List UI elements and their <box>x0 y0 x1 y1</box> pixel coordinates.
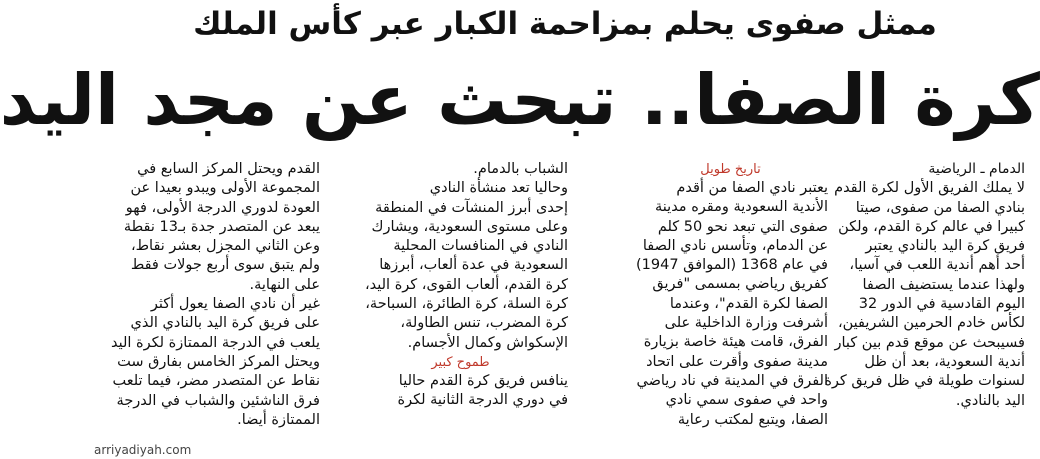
article-line: صفوى التي تبعد نحو 50 كلم <box>657 218 828 235</box>
article-line: واحد في صفوى سمي نادي <box>665 392 828 409</box>
article-line: يبعد عن المتصدر جدة بـ13 نقطة <box>123 218 320 235</box>
column-3-body-bottom <box>353 372 568 411</box>
article-line: يعتبر نادي الصفا من أقدم <box>676 180 828 196</box>
article-line: وحاليا تعد منشأة النادي <box>429 180 568 197</box>
article-line: نقاط عن المتصدر مضر، فيما تلعب <box>112 373 320 390</box>
article-line: فرق الناشئين والشباب في الدرجة <box>116 392 320 409</box>
article-line: ينافس فريق كرة القدم حاليا <box>398 372 568 389</box>
column-2-body <box>633 179 828 430</box>
article-line: الفرق في المدينة في ناد رياضي <box>636 372 828 389</box>
article-line: المجموعة الأولى ويبدو بعيدا عن <box>130 180 320 197</box>
article-line: أحد أهم أندية اللعب في آسيا، <box>849 257 1025 274</box>
article-line: النادي في المنافسات المحلية <box>393 238 568 255</box>
article-line: العودة لدوري الدرجة الأولى، فهو <box>125 199 320 216</box>
article-line: عن الدمام، وتأسس نادي الصفا <box>642 237 828 254</box>
article-line: الشباب بالدمام. <box>473 161 568 177</box>
article-line: وعن الثاني المجزل بعشر نقاط، <box>130 238 320 255</box>
article-line: على النهاية. <box>249 276 320 293</box>
article-line: يلعب في الدرجة الممتازة لكرة اليد <box>111 334 320 351</box>
article-line: القدم ويحتل المركز السابع في <box>137 161 320 177</box>
article-line: كرة السلة، كرة الطائرة، السباحة، <box>365 296 568 313</box>
article-line: اليوم القادسية في الدور 32 <box>858 296 1025 313</box>
article-line: الإسكواش وكمال الأجسام. <box>407 334 568 351</box>
article-line: في عام 1368 (الموافق 1947) <box>635 257 828 274</box>
article-headline: كرة الصفا.. تبحث عن مجد اليد <box>0 59 1040 141</box>
article-line: الصفا لكرة القدم"، وعندما <box>669 295 828 312</box>
article-line: اليد بالنادي. <box>955 392 1025 409</box>
article-line: مدينة صفوى وأقرت على اتحاد <box>646 353 828 370</box>
article-line: كفريق رياضي بمسمى "فريق <box>652 276 828 293</box>
article-column-1 <box>824 160 1025 459</box>
article-line: غير أن نادي الصفا يعول أكثر <box>150 296 320 313</box>
article-line: في دوري الدرجة الثانية لكرة <box>397 392 568 409</box>
subheading-big-ambition: طموح كبير <box>431 354 490 370</box>
article-column-2 <box>633 160 828 459</box>
source-watermark: arriyadiyah.com <box>94 443 192 457</box>
article-line: فسيبحث عن موقع قدم بين كبار <box>834 334 1025 351</box>
article-line: كرة المضرب، تنس الطاولة، <box>400 315 568 332</box>
article-line: بنادي الصفا من صفوى، صيتا <box>855 199 1025 216</box>
article-line: كبيرا في عالم كرة القدم، ولكن <box>838 218 1025 235</box>
article-column-4 <box>105 160 320 459</box>
column-3-body-top <box>353 160 568 353</box>
article-dateline: الدمام ـ الرياضية <box>928 161 1025 177</box>
article-line: لا يملك الفريق الأول لكرة القدم <box>834 180 1025 197</box>
article-line: لسنوات طويلة في ظل فريق كرة <box>824 373 1025 390</box>
article-line: الصفا، ويتبع لمكتب رعاية <box>677 411 828 428</box>
article-line: كرة القدم، ألعاب القوى، كرة اليد، <box>364 276 568 293</box>
article-line: السعودية في عدة ألعاب، أبرزها <box>379 257 568 274</box>
article-line: ويحتل المركز الخامس بفارق ست <box>117 353 320 370</box>
column-1-body <box>824 179 1025 411</box>
article-kicker: ممثل صفوى يحلم بمزاحمة الكبار عبر كأس الملك <box>193 6 937 42</box>
article-line: ولهذا عندما يستضيف الصفا <box>862 276 1025 293</box>
column-4-body <box>105 160 320 430</box>
article-line: أشرفت وزارة الداخلية على <box>664 315 828 332</box>
subheading-long-history: تاريخ طويل <box>700 162 761 177</box>
article-line: ولم يتبق سوى أربع جولات فقط <box>130 257 320 274</box>
article-line: وعلى مستوى السعودية، ويشارك <box>371 218 568 235</box>
article-line: أندية السعودية، بعد أن ظل <box>864 353 1025 370</box>
article-column-3 <box>353 160 568 459</box>
article-line: لكأس خادم الحرمين الشريفين، <box>837 315 1025 332</box>
article-line: الأندية السعودية ومقره مدينة <box>655 199 828 216</box>
article-line: إحدى أبرز المنشآت في المنطقة <box>375 199 568 216</box>
article-line: على فريق كرة اليد بالنادي الذي <box>130 315 320 332</box>
article-line: الممتازة أيضا. <box>237 411 320 428</box>
article-line: فريق كرة اليد بالنادي يعتبر <box>865 238 1025 255</box>
article-line: الفرق، قامت هيئة خاصة بزيارة <box>643 334 828 351</box>
